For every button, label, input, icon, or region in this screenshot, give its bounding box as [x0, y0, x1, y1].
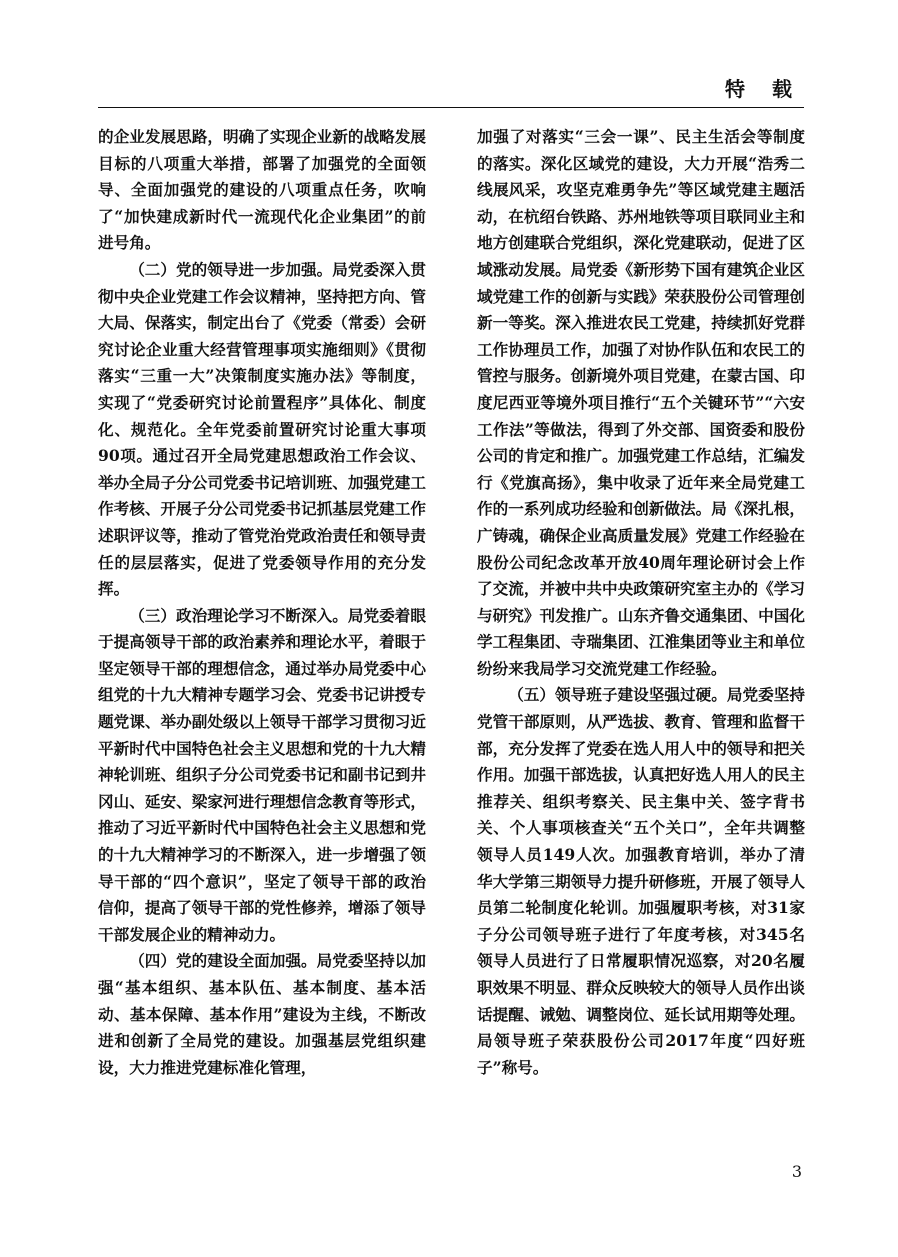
paragraph-party-building: （四）党的建设全面加强。局党委坚持以加强“基本组织、基本队伍、基本制度、基本活动、基本保障、基本作用”建设为主线，不断改进和创新了全局党的建设。加强基层党组织建设，大力推进党建标准化管理， — [98, 951, 426, 1077]
right-column — [477, 124, 805, 1081]
page-number: 3 — [791, 1162, 802, 1181]
paragraph-political-theory: （三）政治理论学习不断深入。局党委着眼于提高领导干部的政治素养和理论水平，着眼于坚定领导干部的理想信念，通过举办局党委中心组党的十九大精神专题学习会、党委书记讲授专题党课、举办副处级以上领导干部学习贯彻习近平新时代中国特色社会主义思想和党的十九大精神轮训班、组织子分公司党委书记和副书记到井冈山、延安、梁家河进行理想信念教育等形式，推动了习近平新时代中国特色社会主义思想和党的十九大精神学习的不断深入，进一步增强了领导干部的“四个意识”，坚定了领导干部的政治信仰，提高了领导干部的党性修养，增添了领导干部发展企业的精神动力。 — [98, 605, 426, 944]
section-header-title: 特 载 — [725, 77, 802, 101]
paragraph-continued-right: 加强了对落实“三会一课”、民主生活会等制度的落实。深化区域党的建设，大力开展“浩秀二线展风采，攻坚克难勇争先”等区域党建主题活动，在杭绍台铁路、苏州地铁等项目联同业主和地方创建联合党组织，深化党建联动，促进了区域涨动发展。局党委《新形势下国有建筑企业区域党建工作的创新与实践》荣获股份公司管理创新一等奖。深入推进农民工党建，持续抓好党群工作协理员工作，加强了对协作队伍和农民工的管控与服务。创新境外项目党建，在蒙古国、印度尼西亚等境外项目推行“五个关键环节”“六安工作法”等做法，得到了外交部、国资委和股份公司的肯定和推广。加强党建工作总结，汇编发行《党旗高扬》，集中收录了近年来全局党建工作的一系列成功经验和创新做法。局《深扎根，广铸魂，确保企业高质量发展》党建工作经验在股份公司纪念改革开放40周年理论研讨会上作了交流，并被中共中央政策研究室主办的《学习与研究》刊发推广。山东齐鲁交通集团、中国化学工程集团、寺瑞集团、江淮集团等业主和单位纷纷来我局学习交流党建工作经验。 — [477, 127, 805, 678]
left-column — [98, 124, 426, 1081]
paragraph-continued: 的企业发展思路，明确了实现企业新的战略发展目标的八项重大举措，部署了加强党的全面领导、全面加强党的建设的八项重点任务，吹响了“加快建成新时代一流现代化企业集团”的前进号角。 — [98, 127, 426, 253]
paragraph-leadership-team: （五）领导班子建设坚强过硬。局党委坚持党管干部原则，从严选拔、教育、管理和监督干部，充分发挥了党委在选人用人中的领导和把关作用。加强干部选拔，认真把好选人用人的民主推荐关、组织考察关、民主集中关、签字背书关、个人事项核查关“五个关口”，全年共调整领导人员149人次。加强教育培训，举办了清华大学第三期领导力提升研修班，开展了领导人员第二轮制度化轮训。加强履职考核，对31家子分公司领导班子进行了年度考核，对345名领导人员进行了日常履职情况巡察，对20名履职效果不明显、群众反映较大的领导人员作出谈话提醒、诫勉、调整岗位、延长试用期等处理。局领导班子荣获股份公司2017年度“四好班子”称号。 — [477, 685, 805, 1077]
paragraph-party-leadership: （二）党的领导进一步加强。局党委深入贯彻中央企业党建工作会议精神，坚持把方向、管大局、保落实，制定出台了《党委（常委）会研究讨论企业重大经营管理事项实施细则》《贯彻落实“三重一大”决策制度实施办法》等制度，实现了“党委研究讨论前置程序”具体化、制度化、规范化。全年党委前置研究讨论重大事项90项。通过召开全局党建思想政治工作会议、举办全局子分公司党委书记培训班、加强党建工作考核、开展子分公司党委书记抓基层党建工作述职评议等，推动了管党治党政治责任和领导责任的层层落实，促进了党委领导作用的充分发挥。 — [98, 259, 426, 599]
header-rule — [98, 107, 804, 108]
